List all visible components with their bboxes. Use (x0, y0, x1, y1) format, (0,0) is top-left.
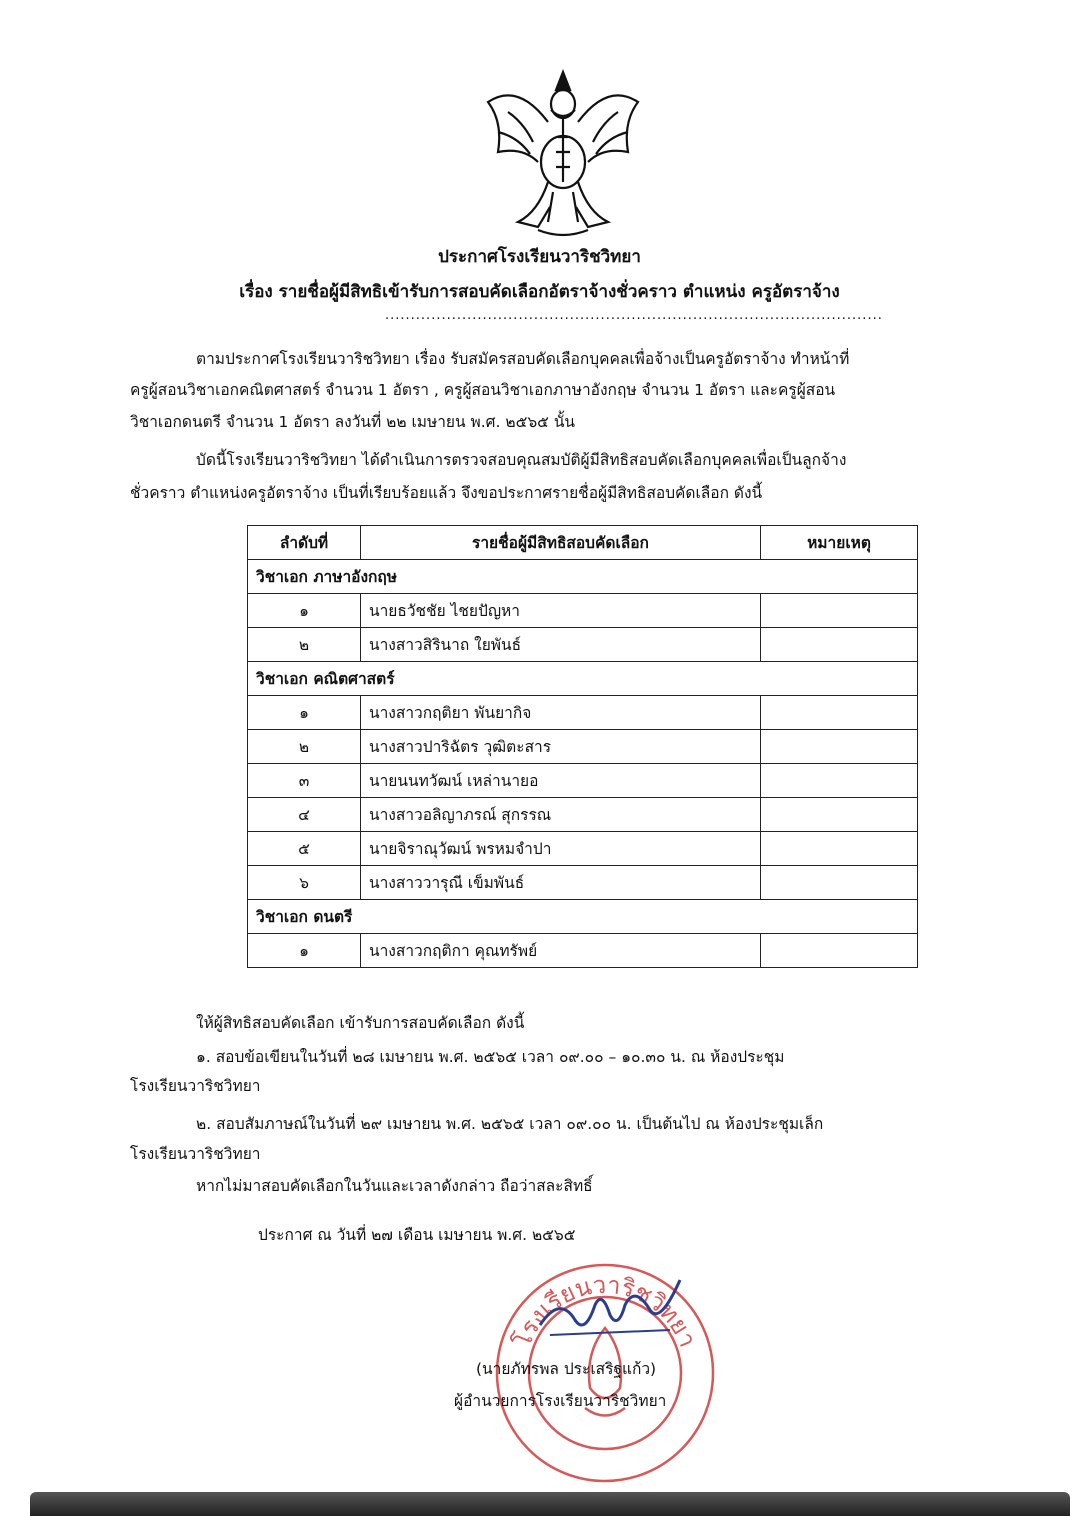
table-header-row (248, 526, 918, 560)
group-row-english (248, 560, 918, 594)
row-remark (761, 798, 918, 832)
group-row-music (248, 900, 918, 934)
row-remark (761, 832, 918, 866)
row-remark (761, 730, 918, 764)
announcement-date: ประกาศ ณ วันที่ ๒๗ เดือน เมษายน พ.ศ. ๒๕๖๕ (258, 1226, 576, 1244)
paragraph-1-line-3: วิชาเอกดนตรี จำนวน 1 อัตรา ลงวันที่ ๒๒ เมษายน พ.ศ. ๒๕๖๕ นั้น (130, 413, 576, 431)
table-row (248, 832, 918, 866)
group-label: วิชาเอก คณิตศาสตร์ (248, 662, 918, 696)
header-remark: หมายเหตุ (761, 526, 918, 560)
signature-icon (530, 1275, 690, 1345)
row-name: นางสาวสิรินาถ ใยพันธ์ (361, 628, 761, 662)
row-number: ๑ (248, 594, 361, 628)
separator-line: ................................................................................................. (385, 308, 883, 323)
group-label: วิชาเอก ภาษาอังกฤษ (248, 560, 918, 594)
announcement-subject: เรื่อง รายชื่อผู้มีสิทธิเข้ารับการสอบคัดเลือกอัตราจ้างชั่วคราว ตำแหน่ง ครูอัตราจ้าง (239, 282, 840, 302)
table-row (248, 798, 918, 832)
table-row (248, 594, 918, 628)
group-row-math (248, 662, 918, 696)
table-row (248, 730, 918, 764)
signer-name: (นายภัทรพล ประเสริฐแก้ว) (476, 1360, 657, 1378)
row-name: นางสาวกฤติยา พันยากิจ (361, 696, 761, 730)
row-remark (761, 764, 918, 798)
garuda-emblem-icon (478, 62, 648, 242)
paragraph-1-line-2: ครูผู้สอนวิชาเอกคณิตศาสตร์ จำนวน 1 อัตรา , ครูผู้สอนวิชาเอกภาษาอังกฤษ จำนวน 1 อัตรา และครูผู้สอน (130, 381, 836, 399)
row-name: นายนนทวัฒน์ เหล่านายอ (361, 764, 761, 798)
row-name: นางสาวปาริฉัตร วุฒิตะสาร (361, 730, 761, 764)
table-row (248, 628, 918, 662)
row-number: ๑ (248, 934, 361, 968)
row-number: ๑ (248, 696, 361, 730)
announcement-title: ประกาศโรงเรียนวาริชวิทยา (438, 247, 641, 267)
table-row (248, 934, 918, 968)
signer-title: ผู้อำนวยการโรงเรียนวาริชวิทยา (454, 1392, 667, 1410)
schedule-item-1-line-1: ๑. สอบข้อเขียนในวันที่ ๒๘ เมษายน พ.ศ. ๒๕๖๕ เวลา ๐๙.๐๐ – ๑๐.๓๐ น. ณ ห้องประชุม (196, 1048, 785, 1066)
stamp-text: โรงเรียนวาริชวิทยา (508, 1270, 702, 1352)
row-name: นายธวัชชัย ไชยปัญหา (361, 594, 761, 628)
row-number: ๔ (248, 798, 361, 832)
candidate-table (247, 525, 918, 968)
paragraph-2-line-2: ชั่วคราว ตำแหน่งครูอัตราจ้าง เป็นที่เรียบร้อยแล้ว จึงขอประกาศรายชื่อผู้มีสิทธิสอบคัดเลือก ดังนี้ (130, 484, 763, 502)
row-remark (761, 696, 918, 730)
row-name: นางสาววารุณี เข็มพันธ์ (361, 866, 761, 900)
row-name: นางสาวอลิญาภรณ์ สุกรรณ (361, 798, 761, 832)
absent-note: หากไม่มาสอบคัดเลือกในวันและเวลาดังกล่าว ถือว่าสละสิทธิ์ (196, 1177, 593, 1195)
row-remark (761, 628, 918, 662)
table-row (248, 866, 918, 900)
schedule-intro: ให้ผู้สิทธิสอบคัดเลือก เข้ารับการสอบคัดเลือก ดังนี้ (196, 1014, 525, 1032)
row-name: นางสาวกฤติกา คุณทรัพย์ (361, 934, 761, 968)
table-row (248, 696, 918, 730)
row-remark (761, 866, 918, 900)
row-remark (761, 934, 918, 968)
scan-edge-shadow (30, 1492, 1070, 1516)
schedule-item-1-line-2: โรงเรียนวาริชวิทยา (130, 1077, 261, 1095)
row-number: ๕ (248, 832, 361, 866)
table-row (248, 764, 918, 798)
row-name: นายจิราณุวัฒน์ พรหมจำปา (361, 832, 761, 866)
row-number: ๓ (248, 764, 361, 798)
row-number: ๒ (248, 628, 361, 662)
row-remark (761, 594, 918, 628)
paragraph-1-line-1: ตามประกาศโรงเรียนวาริชวิทยา เรื่อง รับสมัครสอบคัดเลือกบุคคลเพื่อจ้างเป็นครูอัตราจ้าง ทำหน้าที่ (196, 350, 850, 368)
paragraph-2-line-1: บัดนี้โรงเรียนวาริชวิทยา ได้ดำเนินการตรวจสอบคุณสมบัติผู้มีสิทธิสอบคัดเลือกบุคคลเพื่อเป็นลูกจ้าง (196, 451, 847, 469)
header-name: รายชื่อผู้มีสิทธิสอบคัดเลือก (361, 526, 761, 560)
group-label: วิชาเอก ดนตรี (248, 900, 918, 934)
row-number: ๖ (248, 866, 361, 900)
row-number: ๒ (248, 730, 361, 764)
schedule-item-2-line-1: ๒. สอบสัมภาษณ์ในวันที่ ๒๙ เมษายน พ.ศ. ๒๕๖๕ เวลา ๐๙.๐๐ น. เป็นต้นไป ณ ห้องประชุมเล็ก (196, 1115, 824, 1133)
header-number: ลำดับที่ (248, 526, 361, 560)
schedule-item-2-line-2: โรงเรียนวาริชวิทยา (130, 1145, 261, 1163)
